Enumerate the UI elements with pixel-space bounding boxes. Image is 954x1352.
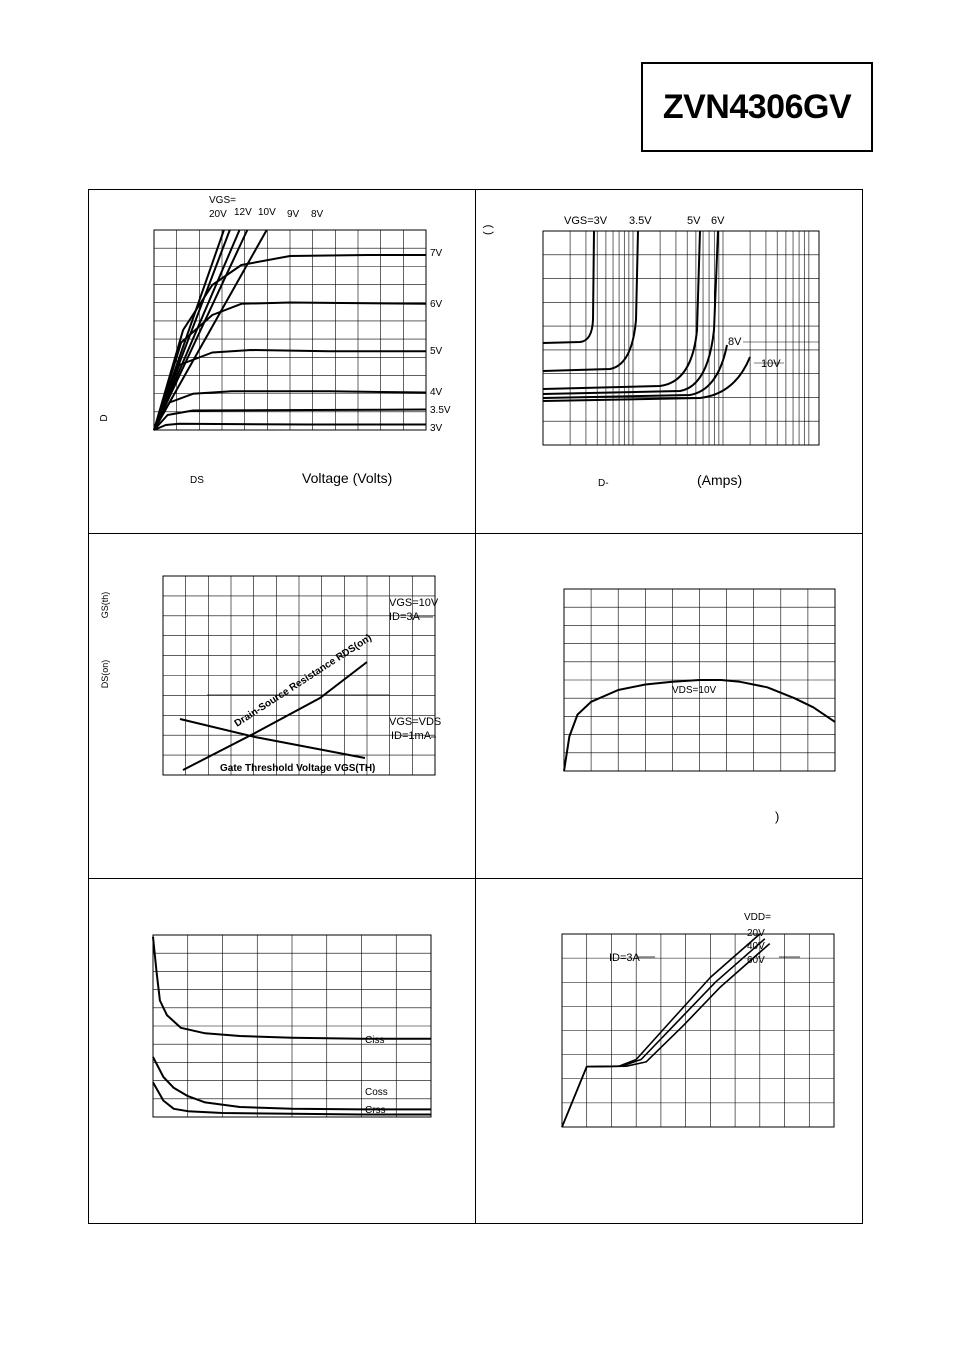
legend-title: VGS= (209, 195, 236, 206)
y-axis-label-top: GS(th) (100, 591, 110, 619)
curve-label-5V: 5V (430, 346, 443, 357)
series-line-8V (154, 230, 267, 430)
series-label-5v: 5V (687, 215, 701, 227)
vgs-th-curve (180, 719, 365, 758)
vth-curve-title: Gate Threshold Voltage VGS(TH) (220, 763, 376, 774)
legend-label-10V: 10V (258, 207, 276, 218)
curve-label-6V: 6V (430, 299, 443, 310)
panel-capacitance (153, 935, 431, 1117)
coss-label: Coss (365, 1087, 388, 1098)
stray-paren: ) (775, 809, 780, 824)
gate-charge-40v (562, 939, 765, 1127)
id-vth-condition: ID=1mA (391, 730, 432, 742)
y-axis-label: D (99, 414, 110, 422)
crss-label: Crss (365, 1105, 386, 1116)
panel-output-characteristics (99, 195, 451, 486)
panel-normalised-temperature (100, 576, 441, 775)
curve-label-4V: 4V (430, 387, 443, 398)
curve-label-7V: 7V (430, 248, 443, 259)
vdd-20v: 20V (747, 928, 765, 939)
panel-transconductance (564, 589, 835, 824)
x-axis-label: (Amps) (697, 472, 743, 488)
y-axis-label-bottom: DS(on) (100, 659, 110, 689)
gate-charge-60v (562, 944, 770, 1127)
part-number: ZVN4306GV (662, 87, 852, 126)
vdd-60v: 60V (747, 955, 765, 966)
series-label-vgs3: VGS=3V (564, 215, 608, 227)
vgs-condition: VGS=10V (389, 597, 439, 609)
curve-label-3V: 3V (430, 423, 443, 434)
plot-border (543, 231, 819, 445)
series-label-8v: 8V (728, 336, 742, 348)
vth-condition: VGS=VDS (389, 716, 442, 728)
vdd-title: VDD= (744, 912, 771, 923)
panel-gate-charge (562, 912, 834, 1127)
panel-on-resistance (482, 215, 819, 489)
ciss-label: Ciss (365, 1035, 385, 1046)
id-condition: ID=3A (389, 611, 420, 623)
vdd-40v: 40V (747, 941, 765, 952)
x-axis-prefix: DS (190, 475, 204, 486)
rds-curve-4 (543, 345, 727, 398)
series-label-10v: 10V (761, 358, 781, 370)
series-label-3-5v: 3.5V (629, 215, 652, 227)
legend-label-8V: 8V (311, 209, 324, 220)
x-axis-label: Voltage (Volts) (302, 470, 393, 486)
legend-label-12V: 12V (234, 207, 252, 218)
vds-annotation: VDS=10V (672, 685, 717, 696)
id-condition: ID=3A (609, 952, 640, 964)
curve-label-3-5V: 3.5V (430, 405, 451, 416)
legend-label-20V: 20V (209, 209, 227, 220)
rds-curve-title: Drain-Source Resistance RDS(on) (232, 632, 374, 730)
series-line-9V (154, 230, 247, 430)
series-label-6v: 6V (711, 215, 725, 227)
x-axis-prefix: D- (598, 478, 609, 489)
y-axis-label: ( ) (482, 224, 494, 235)
legend-label-9V: 9V (287, 209, 300, 220)
